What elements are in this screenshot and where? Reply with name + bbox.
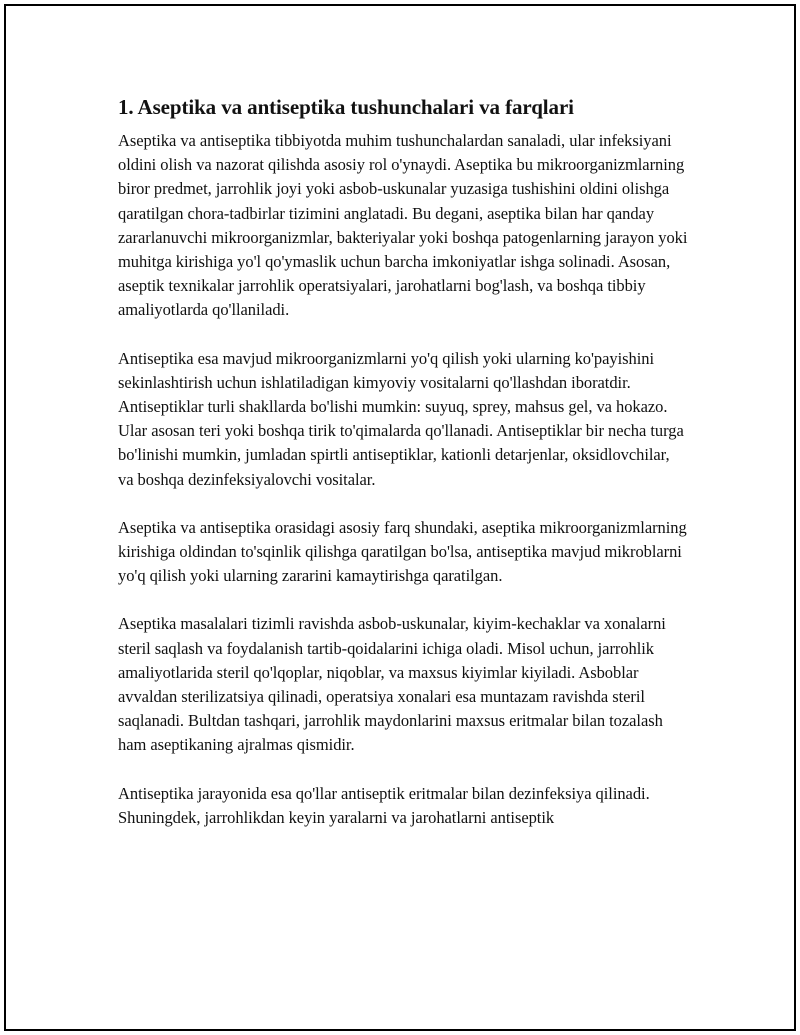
paragraph-4: Aseptika masalalari tizimli ravishda asbob-uskunalar, kiyim-kechaklar va xonalarni steril saqlash va foydalanish tartib-qoidalarini ichiga oladi. Misol uchun, jarrohlik amaliyotlarida steril qo'lqoplar, niqoblar, va maxsus kiyimlar kiyiladi. Asboblar avvaldan sterilizatsiya qilinadi, operatsiya xonalari esa muntazam ravishda steril saqlanadi. Bultdan tashqari, jarrohlik maydonlarini maxsus eritmalar bilan tozalash ham aseptikaning ajralmas qismidir. <box>118 614 666 755</box>
paragraph-5: Antiseptika jarayonida esa qo'llar antiseptik eritmalar bilan dezinfeksiya qilinadi. Shuningdek, jarrohlikdan keyin yaralarni va jarohatlarni antiseptik <box>118 783 650 827</box>
paragraph-2: Antiseptika esa mavjud mikroorganizmlarni yo'q qilish yoki ularning ko'payishini sekinlashtirish uchun ishlatiladigan kimyoviy vositalarni qo'llashdan iboratdir. Antiseptiklar turli shakllarda bo'lishi mumkin: suyuq, sprey, mahsus gel, va hokazo. Ular asosan teri yoki boshqa tirik to'qimalarda qo'llanadi. Antiseptiklar bir necha turga bo'linishi mumkin, jumladan spirtli antiseptiklar, kationli detarjenlar, oksidlovchilar, va boshqa dezinfeksiyalovchi vositalar. <box>118 348 684 489</box>
paragraph-3: Aseptika va antiseptika orasidagi asosiy farq shundaki, aseptika mikroorganizmlarning kirishiga oldindan to'sqinlik qilishga qaratilgan bo'lsa, antiseptika mavjud mikroblarni yo'q qilish yoki ularning zararini kamaytirishga qaratilgan. <box>118 517 687 586</box>
section-heading: 1. Aseptika va antiseptika tushunchalari va farqlari <box>118 95 574 119</box>
document-body <box>118 94 688 854</box>
paragraph-1: Aseptika va antiseptika tibbiyotda muhim tushunchalardan sanaladi, ular infeksiyani oldini olish va nazorat qilishda asosiy rol o'ynaydi. Aseptika bu mikroorganizmlarning biror predmet, jarrohlik joyi yoki asbob-uskunalar yuzasiga tushishini oldini olishga qaratilgan chora-tadbirlar tizimini anglatadi. Bu degani, aseptika bilan har qanday zararlanuvchi mikroorganizmlar, bakteriyalar yoki boshqa patogenlarning jarayon yoki muhitga kirishiga yo'l qo'ymaslik uchun barcha imkoniyatlar ishga solinadi. Asosan, aseptik texnikalar jarrohlik operatsiyalari, jarohatlarni bog'lash, va boshqa tibbiy amaliyotlarda qo'llaniladi. <box>118 131 688 320</box>
